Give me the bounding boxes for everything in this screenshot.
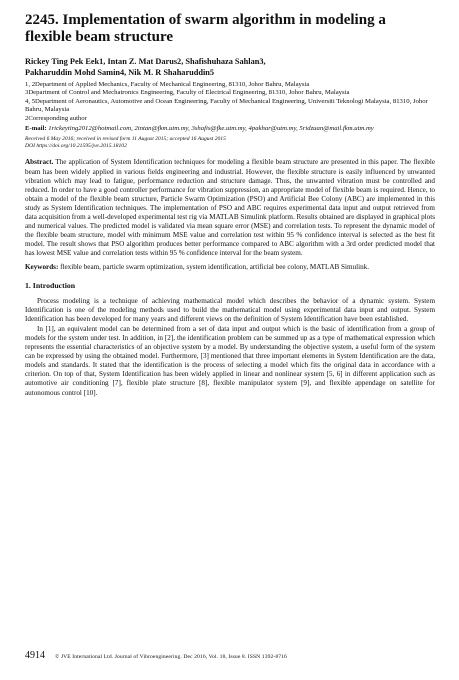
affiliation-1: 1, 2Department of Applied Mechanics, Faculty of Mechanical Engineering, 81310, Johor Bahru, Malaysia [25, 81, 310, 88]
author-list [25, 56, 435, 78]
page-number: 4914 [25, 650, 45, 661]
authors-line-2: Pakharuddin Mohd Samin4, Nik M. R Shaharuddin5 [25, 68, 215, 77]
affiliation-2: 3Department of Control and Mechatronics Engineering, Faculty of Electrical Engineering, 81310, Johor Bahru, Malaysia [25, 89, 350, 97]
affiliation-3: 4, 5Department of Aeronautics, Automotive and Ocean Engineering, Faculty of Mechanical Engineering, Universiti Teknologi Malaysia, 81310, Johor Bahru, Malaysia [25, 97, 428, 114]
abstract [25, 158, 435, 258]
email-line [25, 125, 435, 133]
authors-line-1: Rickey Ting Pek Eek1, Intan Z. Mat Darus2, Shafishuhaza Sahlan3, [25, 57, 266, 66]
corresponding-author: 2Corresponding author [25, 114, 87, 122]
abstract-text: The application of System Identification techniques for modeling a flexible beam structure are presented in this paper. The flexible beam has been widely applied in various fields engineering and industrial. However, the flexible structure is easily influenced by unwanted vibration which may lead to fatigue, performance reduction and structure damage. Thus, the unwanted vibration must be controlled and reduced. In order to have a good controller performance for vibration suppression, an appropriate model of flexible beam is required. Hence, to obtain a model of the flexible beam structure, Particle Swarm Optimization (PSO) and Artificial Bee Colony (ABC) are implemented in this study as System Identification techniques. The implementation of PSO and ABC requires experimental data input and output retrieved from data acquisition from a well-developed experimental test rig via MATLAB Simulink platform. Results obtained are displayed in graphical plots and numerical values. The predicted model is validated via mean square error (MSE) and correlation tests. To represent the dynamic model of the flexible beam structure, model with minimum MSE value and correlation test within 95 % confidence interval is selected as the best fit model. The result shows that PSO algorithm produces better performance compared to ABC algorithm with a 3rd order predicted model that has lowest MSE value and correlation tests within 95 % confidence interval for the beam system. [25, 158, 436, 258]
doi-link[interactable]: DOI https://doi.org/10.21595/jve.2015.18102 [25, 143, 127, 150]
received-dates: Received 6 May 2016; received in revised form 11 August 2015; accepted 16 August 2015 [25, 136, 226, 143]
intro-paragraph-1: Process modeling is a technique of achieving mathematical model which describes the behavior of a dynamic system. System Identification is one of the modeling methods used to build the mathematical model using experimental data input and output. System Identification has been developed for many years and different views on the definition of System Identification have been established. [25, 296, 435, 323]
section-heading: 1. Introduction [25, 280, 76, 290]
keywords-label: Keywords: [25, 263, 59, 272]
paper-page [25, 12, 435, 399]
abstract-label: Abstract. [25, 158, 54, 167]
email-addresses[interactable]: 1rickeyting2012@hotmail.com, 2intan@fkm.utm.my, 3shafis@fke.utm.my, 4pakhar@utm.my, 5ridzuan@mail.fkm.utm.my [48, 125, 374, 133]
keywords [25, 263, 435, 272]
affiliation-list [25, 81, 435, 123]
journal-footer: © JVE International Ltd. Journal of Vibroengineering. Dec 2016, Vol. 18, Issue 8. ISSN 1392-8716 [55, 654, 287, 660]
email-label: E-mail: [25, 125, 47, 133]
keywords-text: flexible beam, particle swarm optimization, system identification, artificial bee colony, MATLAB Simulink. [60, 263, 370, 272]
page-footer [25, 650, 435, 661]
paper-title: 2245. Implementation of swarm algorithm in modeling a flexible beam structure [25, 12, 386, 45]
intro-paragraph-2: In [1], an equivalent model can be determined from a set of data input and output which is the basic of identification from a group of models for the system under test. In addition, in [2], the identification problem can be summed up as a type of mathematical expression which represents the essential characteristics of an objective system by a model. By understanding the objective system, a useful form of the system can be expressed by using the obtained model. Furthermore, [3] mentioned that three important elements in System Identification are the data, models and standards. It stated that the identification is the process of selecting a model which fits the original data in accordance with a criterion. On top of that, System Identification has been widely applied in linear and nonlinear system [5, 6] in different application such as automotive air conditioning [7], flexible plate structure [8], flexible manipulator system [9], and flexible appendage on satellite for autonomous control [10]. [25, 324, 435, 397]
article-dates [25, 136, 435, 150]
